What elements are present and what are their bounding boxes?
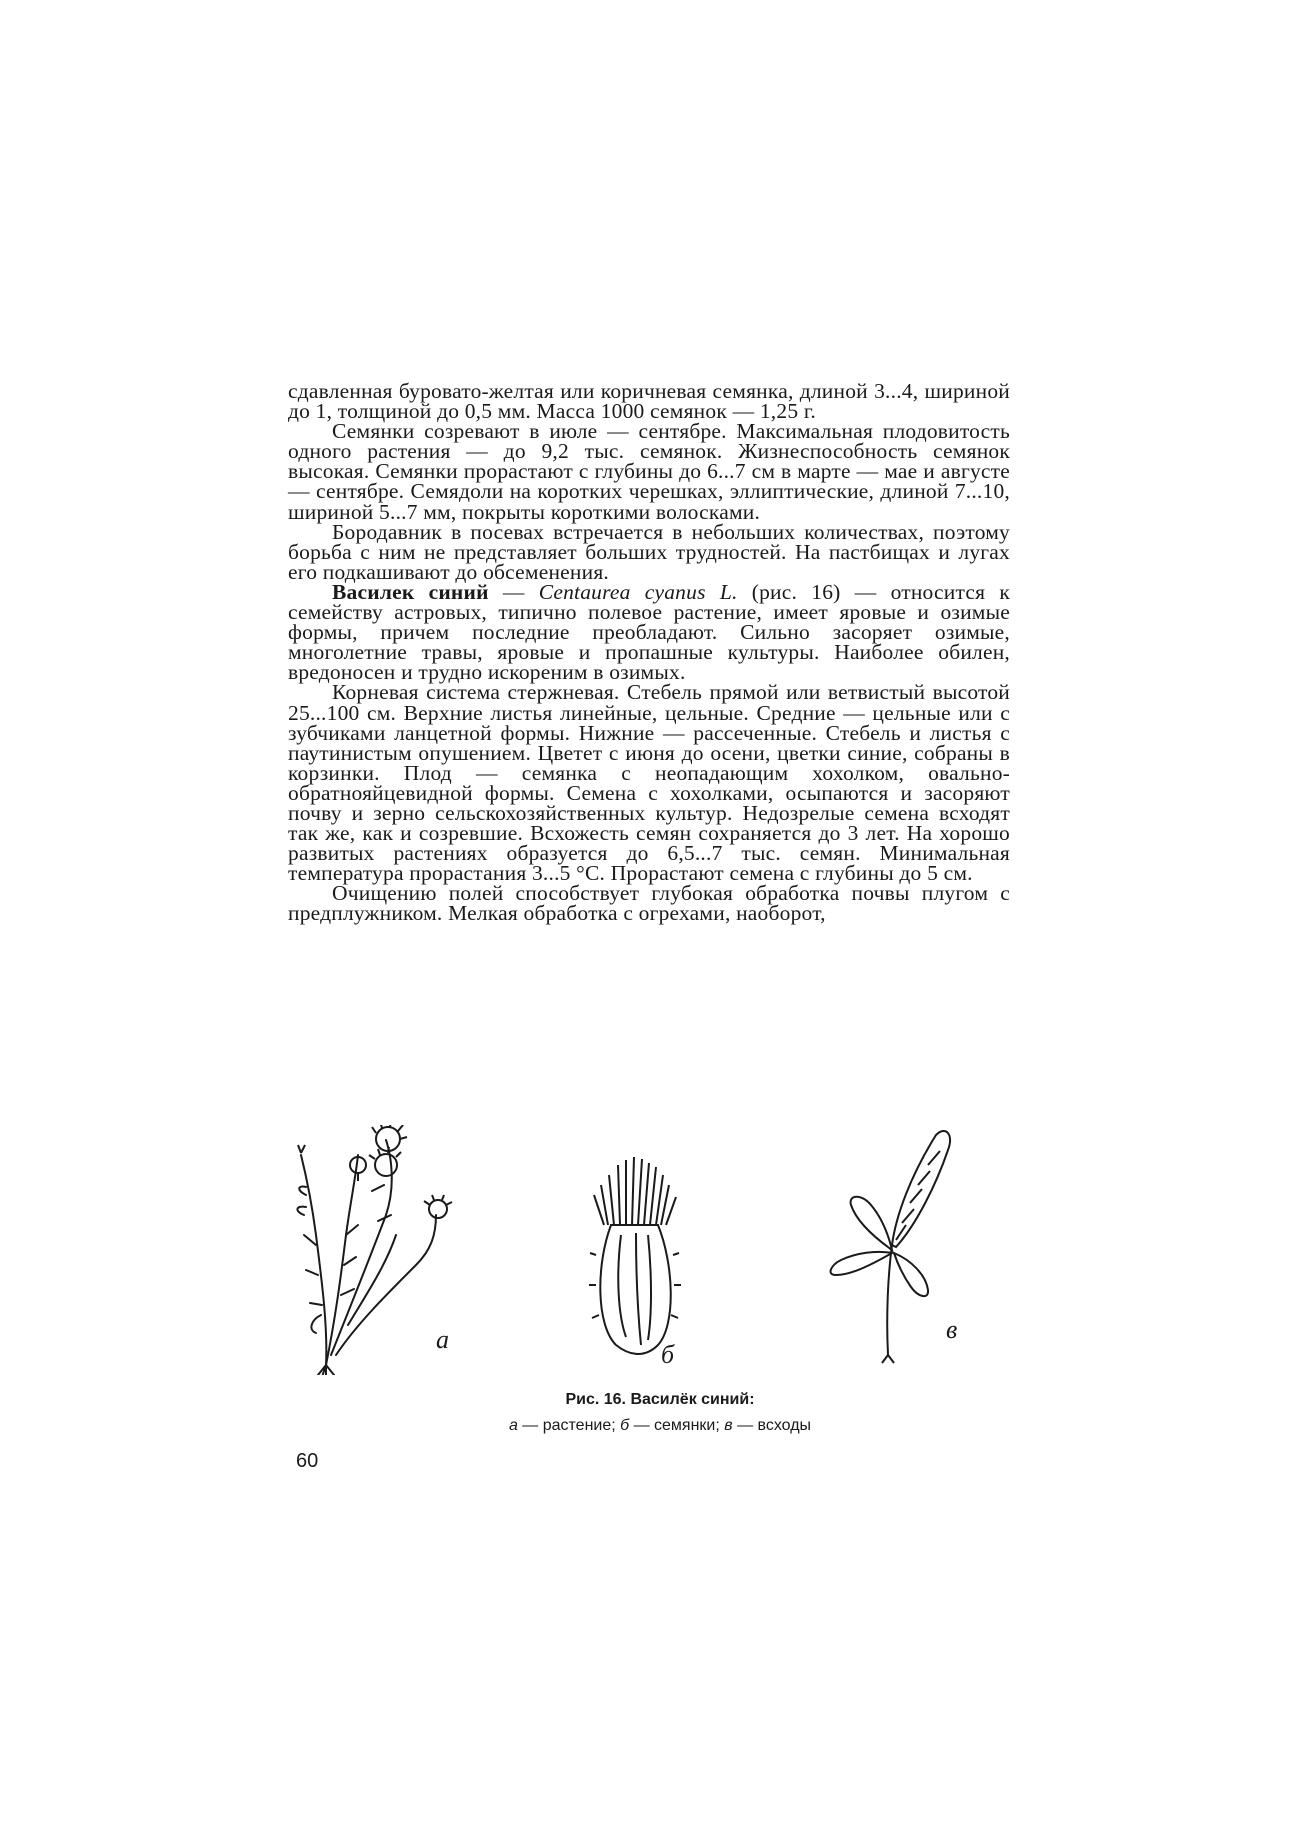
paragraph-4-body: (рис. 16) — относится к семейству астровых, типично полевое растение, имеет яровые и озимые формы, причем последние преобладают. Сильно засоряет озимые, многолетние травы, яровые и пропашные культуры. Наиболее обилен, вредоносен и трудно искореним в озимых. [288,579,1011,685]
figure-illustration [296,1125,1016,1375]
page-number: 60 [296,1450,319,1472]
caption-text-v: — всходы [732,1417,812,1434]
caption-letter-b: б [620,1417,630,1434]
paragraph-6: Очищению полей способствует глубокая обработка почвы плугом с предплужником. Мелкая обработка с огрехами, наоборот, [288,881,1010,926]
figure-16 [296,1125,1016,1375]
paragraph-1: сдавленная буровато-желтая или коричневая семянка, длиной 3...4, шириной до 1, толщиной до 0,5 мм. Масса 1000 семянок — 1,25 г. [288,379,1010,424]
figure-label-a: а [436,1325,449,1354]
paragraph-2: Семянки созревают в июле — сентябре. Максимальная плодовитость одного растения — до 9,2 тыс. семянок. Жизнеспособность семянок высокая. Семянки прорастают с глубины до 6...7 см в марте — мае и августе — сентябре. Семядоли на коротких черешках, эллиптические, длиной 7...10, шириной 5...7 мм, покрыты короткими волосками. [288,419,1010,524]
figure-caption [450,1387,870,1439]
seedling-drawing [831,1131,951,1363]
caption-text-b: — семянки; [629,1417,725,1434]
body-text [288,381,1010,924]
figure-label-v: в [946,1315,958,1344]
species-name-latin: Centaurea cyanus L. [538,579,738,604]
species-name-ru: Василек синий [332,579,489,604]
caption-text-a: — растение; [517,1417,621,1434]
paragraph-3: Бородавник в посевах встречается в небольших количествах, поэтому борьба с ним не представляет больших трудностей. На пастбищах и лугах его подкашивают до обсеменения. [288,519,1010,584]
caption-letter-a: а [508,1417,518,1434]
caption-title: Рис. 16. Василёк синий: [565,1391,755,1408]
caption-letter-v: в [724,1417,733,1434]
species-dash: — [488,579,539,604]
plant-drawing [297,1140,436,1375]
paragraph-5: Корневая система стержневая. Стебель прямой или ветвистый высотой 25...100 см. Верхние листья линейные, цельные. Средние — цельные или с зубчиками ланцетной формы. Нижние — рассеченные. Стебель и листья с паутинистым опушением. Цветет с июня до осени, цветки синие, собраны в корзинки. Плод — семянка с неопадающим хохолком, овально-обратнояйцевидной формы. Семена с хохолками, осыпаются и засоряют почву и зерно сельскохозяйственных культур. Недозрелые семена всходят так же, как и созревшие. Всхожесть семян сохраняется до 3 лет. На хорошо развитых растениях образуется до 6,5...7 тыс. семян. Минимальная температура прорастания 3...5 °С. Прорастают семена с глубины до 5 см. [288,680,1010,886]
figure-label-b: б [661,1340,675,1369]
achene-drawing [589,1157,681,1354]
flower-heads [298,1125,452,1218]
paragraph-4 [288,579,1011,685]
caption-legend [450,1413,870,1439]
